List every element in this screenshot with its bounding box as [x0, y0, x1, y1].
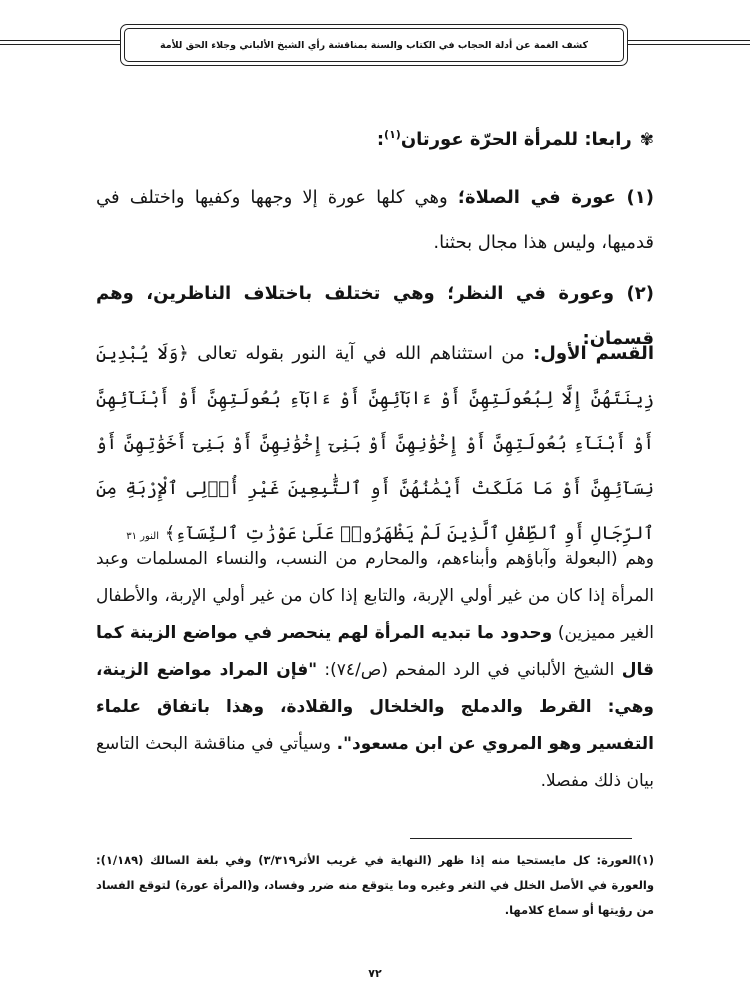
footnote-marker: (١)	[384, 128, 401, 141]
section-heading	[96, 117, 654, 163]
paragraph-text: وهم (البعولة وآباؤهم وأبناءهم، والمحارم من النسب، والنساء المسلمات وعبد المرأة إذا كان من غير أولي الإربة، والتابع إذا كان من غير أولي الإربة، والأطفال الغير مميزين)	[96, 549, 654, 643]
footnote-separator	[410, 838, 632, 839]
running-header	[120, 24, 628, 66]
header-rule-right	[624, 40, 750, 41]
paragraph-prayer-awrah	[96, 175, 654, 265]
header-rule-right-thin	[624, 44, 750, 45]
paragraph-text-3: وسيأتي في مناقشة البحث التاسع بيان ذلك مفصلا.	[96, 734, 654, 791]
paragraph-category-details	[96, 541, 654, 800]
flower-ornament-icon: ✾	[639, 130, 654, 150]
heading-colon: :	[376, 129, 385, 150]
paragraph-text: من استثناهم الله في آية النور بقوله تعالى	[188, 343, 534, 364]
quran-verse: ﴿وَلَا يُبْدِينَ زِينَتَهُنَّ إِلَّا لِبُعُولَتِهِنَّ أَوْ ءَابَآئِهِنَّ أَوْ ءَابَآءِ بُعُولَتِهِنَّ أَوْ أَبْنَآئِهِنَّ أَوْ أَبْنَآءِ بُعُولَتِهِنَّ أَوْ إِخْوَٰنِهِنَّ أَوْ بَنِىٓ إِخْوَٰنِهِنَّ أَوْ بَنِىٓ أَخَوَٰتِهِنَّ أَوْ نِسَآئِهِنَّ أَوْ مَا مَلَكَتْ أَيْمَٰنُهُنَّ أَوِ ٱلتَّٰبِعِينَ غَيْرِ أُو۟لِى ٱلْإِرْبَةِ مِنَ ٱلرِّجَالِ أَوِ ٱلطِّفْلِ ٱلَّذِينَ لَمْ يَظْهَرُوا۟ عَلَىٰ عَوْرَٰتِ ٱلنِّسَآءِ﴾	[96, 343, 654, 544]
paragraph-lead: (١) عورة في الصلاة؛	[457, 187, 654, 208]
verse-reference: النور ٣١	[126, 531, 159, 542]
heading-text: رابعا: للمرأة الحرّة عورتان	[400, 129, 632, 150]
paragraph-gaze-awrah: (٢) وعورة في النظر؛ وهي تختلف باختلاف الناظرين، وهم قسمان:	[96, 283, 654, 349]
paragraph-text: وهي كلها عورة إلا وجهها وكفيها واختلف في قدميها، وليس هذا مجال بحثنا.	[96, 187, 654, 253]
header-rule-left-thin	[0, 44, 122, 45]
paragraph-text-2: الشيخ الألباني في الرد المفحم (ص/٧٤):	[317, 660, 622, 680]
footnote: (١)العورة: كل مايستحيا منه إذا ظهر (النهاية في غريب الأثر٣/٣١٩) وفي بلغة السالك (١/١٨٩): والعورة في الأصل الخلل في الثغر وغيره وما يتوقع منه ضرر وفساد، و(المرأة عورة) لتوقع الفساد من رؤيتها أو سماع كلامها.	[96, 853, 654, 917]
albani-quote: "فإن المراد مواضع الزينة، وهي: القرط والدملج والخلخال والقلادة، وهذا باتفاق علماء التفسير وهو المروي عن ابن مسعود".	[96, 660, 654, 754]
paragraph-first-category	[96, 331, 654, 559]
page-number: ٧٢	[368, 967, 382, 980]
paragraph-emphasis: وحدود ما تبديه المرأة لهم ينحصر في مواضع الزينة كما قال	[96, 623, 654, 680]
paragraph-lead: القسم الأول:	[533, 343, 654, 364]
header-rule-left	[0, 40, 122, 41]
book-title: كشف الغمة عن أدلة الحجاب في الكتاب والسنة بمناقشة رأي الشيخ الألباني وجلاء الحق للأمة	[159, 39, 589, 51]
